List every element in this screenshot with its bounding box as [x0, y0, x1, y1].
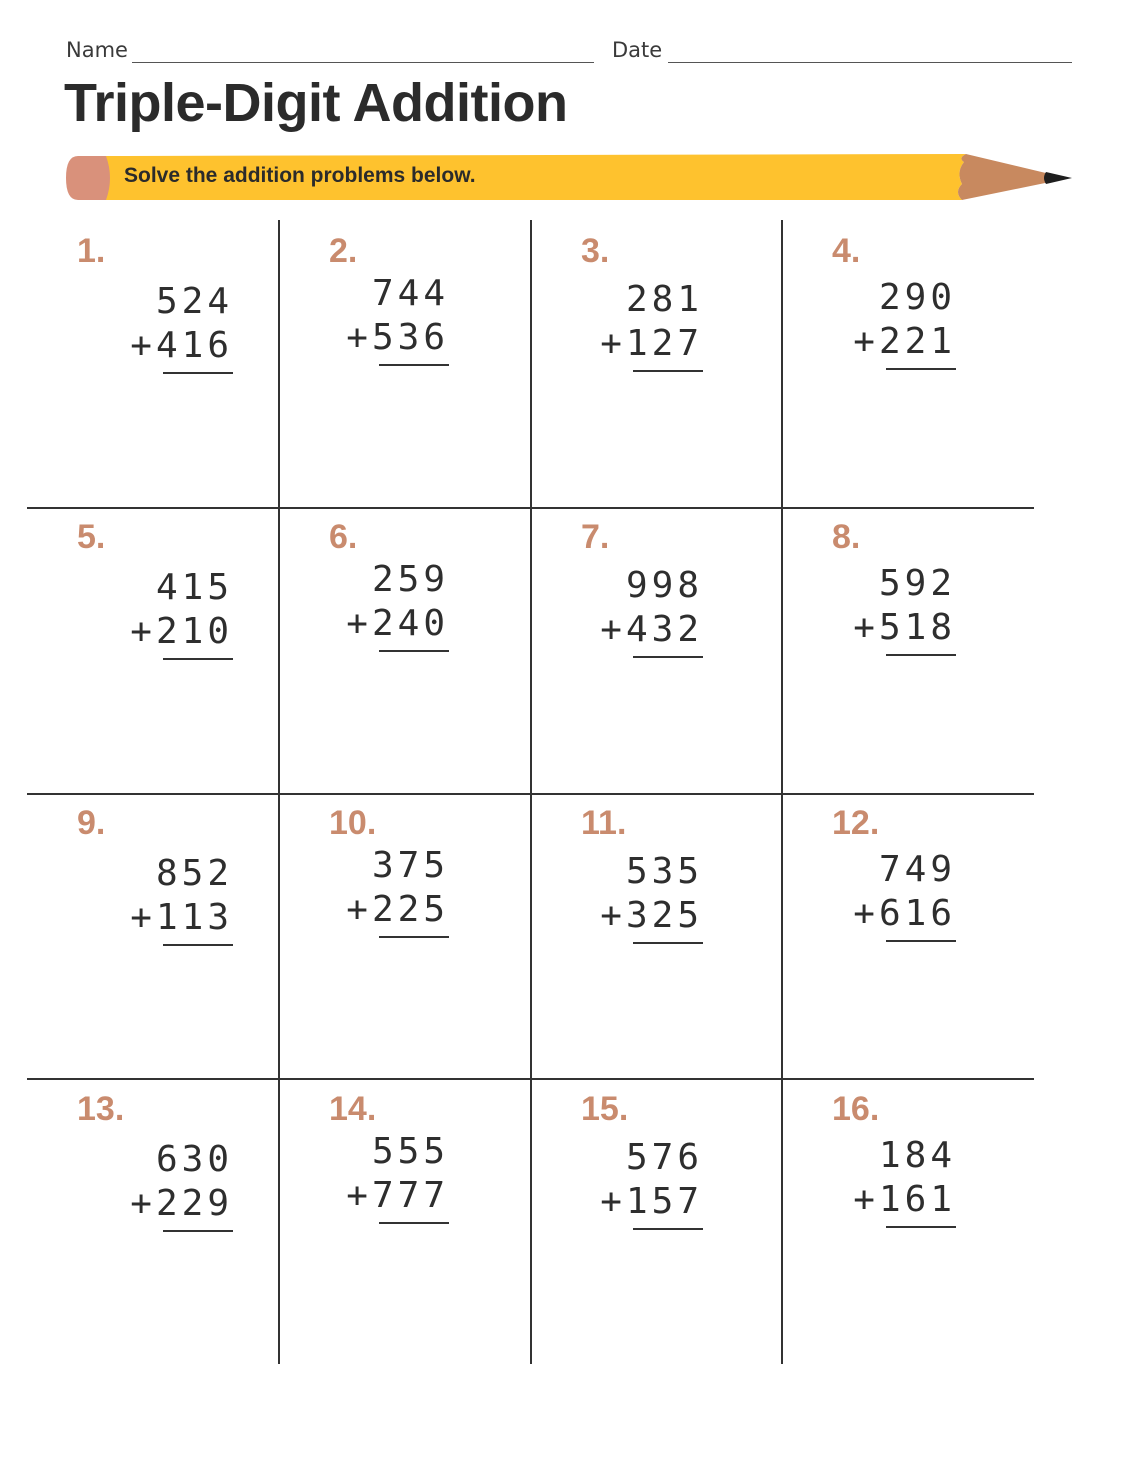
addition-problem: [130, 566, 233, 660]
addition-problem: [600, 564, 703, 658]
bottom-addend: +161: [853, 1179, 956, 1220]
problem-cell: [782, 222, 1034, 508]
problem-number: 7.: [581, 518, 610, 556]
problem-number: 10.: [329, 804, 377, 842]
addition-problem: [346, 1130, 449, 1224]
top-addend: 852: [155, 853, 233, 894]
answer-line[interactable]: [886, 1226, 956, 1228]
problem-number: 8.: [832, 518, 861, 556]
addition-problem: [600, 278, 703, 372]
problem-cell: [27, 222, 279, 508]
answer-line[interactable]: [163, 1230, 233, 1232]
answer-line[interactable]: [379, 650, 449, 652]
problem-number: 2.: [329, 232, 358, 270]
problem-cell: [279, 508, 531, 794]
bottom-addend: +416: [130, 325, 233, 366]
answer-line[interactable]: [633, 656, 703, 658]
top-addend: 555: [371, 1131, 449, 1172]
addition-problem: [346, 844, 449, 938]
problem-number: 4.: [832, 232, 861, 270]
answer-line[interactable]: [379, 1222, 449, 1224]
top-addend: 184: [878, 1135, 956, 1176]
problem-number: 12.: [832, 804, 880, 842]
instruction-text: Solve the addition problems below.: [124, 164, 476, 187]
problem-number: 5.: [77, 518, 106, 556]
bottom-addend: +127: [600, 323, 703, 364]
bottom-addend: +432: [600, 609, 703, 650]
bottom-addend: +777: [346, 1175, 449, 1216]
bottom-addend: +210: [130, 611, 233, 652]
date-label: Date: [612, 38, 663, 62]
answer-line[interactable]: [886, 940, 956, 942]
bottom-addend: +240: [346, 603, 449, 644]
bottom-addend: +518: [853, 607, 956, 648]
addition-problem: [130, 280, 233, 374]
top-addend: 281: [625, 279, 703, 320]
top-addend: 290: [878, 277, 956, 318]
problem-cell: [531, 1080, 783, 1366]
problem-cell: [531, 222, 783, 508]
problem-cell: [27, 1080, 279, 1366]
problem-number: 11.: [581, 804, 627, 842]
addition-problem: [346, 558, 449, 652]
page-title: Triple-Digit Addition: [64, 73, 568, 133]
addition-problem: [600, 1136, 703, 1230]
problem-number: 6.: [329, 518, 358, 556]
problem-cell: [27, 508, 279, 794]
problem-number: 13.: [77, 1090, 125, 1128]
top-addend: 535: [625, 851, 703, 892]
bottom-addend: +221: [853, 321, 956, 362]
top-addend: 630: [155, 1139, 233, 1180]
top-addend: 744: [371, 273, 449, 314]
addition-problem: [853, 276, 956, 370]
problem-number: 9.: [77, 804, 106, 842]
bottom-addend: +229: [130, 1183, 233, 1224]
answer-line[interactable]: [633, 1228, 703, 1230]
problem-cell: [782, 508, 1034, 794]
bottom-addend: +113: [130, 897, 233, 938]
addition-problem: [130, 852, 233, 946]
addition-problem: [130, 1138, 233, 1232]
top-addend: 592: [878, 563, 956, 604]
top-addend: 998: [625, 565, 703, 606]
problem-number: 14.: [329, 1090, 377, 1128]
name-label: Name: [66, 38, 128, 62]
top-addend: 415: [155, 567, 233, 608]
problem-cell: [279, 794, 531, 1080]
problem-cell: [531, 508, 783, 794]
answer-line[interactable]: [633, 942, 703, 944]
top-addend: 524: [155, 281, 233, 322]
answer-line[interactable]: [163, 944, 233, 946]
bottom-addend: +325: [600, 895, 703, 936]
problem-cell: [279, 222, 531, 508]
problem-cell: [279, 1080, 531, 1366]
bottom-addend: +157: [600, 1181, 703, 1222]
answer-line[interactable]: [163, 372, 233, 374]
answer-line[interactable]: [379, 364, 449, 366]
top-addend: 749: [878, 849, 956, 890]
problem-cell: [782, 1080, 1034, 1366]
answer-line[interactable]: [633, 370, 703, 372]
problem-number: 15.: [581, 1090, 629, 1128]
answer-line[interactable]: [379, 936, 449, 938]
answer-line[interactable]: [163, 658, 233, 660]
problem-cell: [531, 794, 783, 1080]
top-addend: 259: [371, 559, 449, 600]
problem-cell: [27, 794, 279, 1080]
top-addend: 375: [371, 845, 449, 886]
problem-number: 1.: [77, 232, 106, 270]
problem-number: 16.: [832, 1090, 880, 1128]
problem-number: 3.: [581, 232, 610, 270]
addition-problem: [853, 848, 956, 942]
top-addend: 576: [625, 1137, 703, 1178]
answer-line[interactable]: [886, 654, 956, 656]
problem-cell: [782, 794, 1034, 1080]
addition-problem: [346, 272, 449, 366]
answer-line[interactable]: [886, 368, 956, 370]
addition-problem: [853, 562, 956, 656]
addition-problem: [853, 1134, 956, 1228]
addition-problem: [600, 850, 703, 944]
bottom-addend: +616: [853, 893, 956, 934]
bottom-addend: +225: [346, 889, 449, 930]
bottom-addend: +536: [346, 317, 449, 358]
